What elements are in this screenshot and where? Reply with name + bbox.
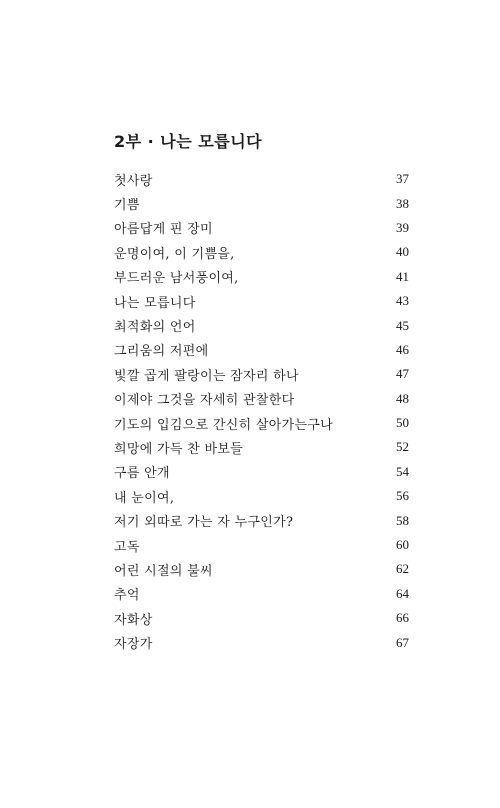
- toc-entry[interactable]: [114, 313, 409, 337]
- toc-entry-title: 구름 안개: [114, 466, 170, 482]
- toc-entry[interactable]: [114, 265, 409, 289]
- toc-entry[interactable]: [114, 606, 409, 630]
- toc-entry-page: 48: [396, 390, 409, 406]
- toc-entry[interactable]: [114, 338, 409, 362]
- toc-entry-page: 66: [396, 610, 409, 626]
- toc-entry-page: 60: [396, 537, 409, 553]
- toc-entry-title: 빛깔 곱게 팔랑이는 잠자리 하나: [114, 368, 299, 384]
- toc-entry-page: 67: [396, 634, 409, 650]
- toc-entry-title: 추억: [114, 588, 140, 604]
- toc-entry-page: 58: [396, 512, 409, 528]
- toc-entry-title: 저기 외따로 가는 자 누구인가?: [114, 515, 294, 531]
- toc-entry[interactable]: [114, 557, 409, 581]
- toc-entry[interactable]: [114, 484, 409, 508]
- toc-entry[interactable]: [114, 362, 409, 386]
- toc-entry-title: 그리움의 저편에: [114, 344, 209, 360]
- toc-entry-page: 39: [396, 219, 409, 235]
- section-title: 2부 · 나는 모릅니다: [114, 132, 263, 151]
- table-of-contents: [114, 167, 409, 655]
- toc-entry-title: 운명이여, 이 기쁨을,: [114, 246, 235, 262]
- toc-entry-page: 45: [396, 317, 409, 333]
- toc-entry-title: 기쁨: [114, 198, 140, 214]
- toc-entry-page: 41: [396, 268, 409, 284]
- toc-entry-title: 최적화의 언어: [114, 320, 196, 336]
- toc-entry[interactable]: [114, 216, 409, 240]
- toc-entry-title: 첫사랑: [114, 173, 153, 189]
- toc-entry-title: 자화상: [114, 612, 153, 628]
- toc-entry-page: 50: [396, 415, 409, 431]
- toc-entry-page: 54: [396, 463, 409, 479]
- toc-entry-page: 46: [396, 341, 409, 357]
- toc-entry[interactable]: [114, 167, 409, 191]
- toc-entry[interactable]: [114, 533, 409, 557]
- toc-entry[interactable]: [114, 240, 409, 264]
- toc-entry-page: 43: [396, 293, 409, 309]
- toc-entry-title: 자장가: [114, 637, 153, 653]
- toc-entry[interactable]: [114, 435, 409, 459]
- toc-entry-page: 64: [396, 585, 409, 601]
- toc-entry-title: 기도의 입김으로 간신히 살아가는구나: [114, 417, 334, 433]
- toc-entry-page: 52: [396, 439, 409, 455]
- toc-entry-title: 아름답게 핀 장미: [114, 222, 213, 238]
- toc-entry-page: 56: [396, 488, 409, 504]
- toc-entry-title: 부드러운 남서풍이여,: [114, 271, 239, 287]
- toc-entry[interactable]: [114, 582, 409, 606]
- toc-entry[interactable]: [114, 630, 409, 654]
- toc-entry-page: 40: [396, 244, 409, 260]
- toc-entry[interactable]: [114, 191, 409, 215]
- toc-entry-page: 37: [396, 171, 409, 187]
- toc-entry[interactable]: [114, 289, 409, 313]
- toc-entry-page: 47: [396, 366, 409, 382]
- toc-entry[interactable]: [114, 387, 409, 411]
- toc-entry[interactable]: [114, 460, 409, 484]
- toc-entry-title: 희망에 가득 찬 바보들: [114, 441, 244, 457]
- toc-entry-title: 내 눈이여,: [114, 490, 175, 506]
- toc-entry-page: 38: [396, 195, 409, 211]
- toc-entry[interactable]: [114, 508, 409, 532]
- toc-entry-title: 나는 모릅니다: [114, 295, 196, 311]
- toc-entry-title: 고독: [114, 539, 140, 555]
- toc-entry-title: 어린 시절의 불씨: [114, 563, 213, 579]
- toc-entry-page: 62: [396, 561, 409, 577]
- toc-entry[interactable]: [114, 411, 409, 435]
- toc-entry-title: 이제야 그것을 자세히 관찰한다: [114, 393, 295, 409]
